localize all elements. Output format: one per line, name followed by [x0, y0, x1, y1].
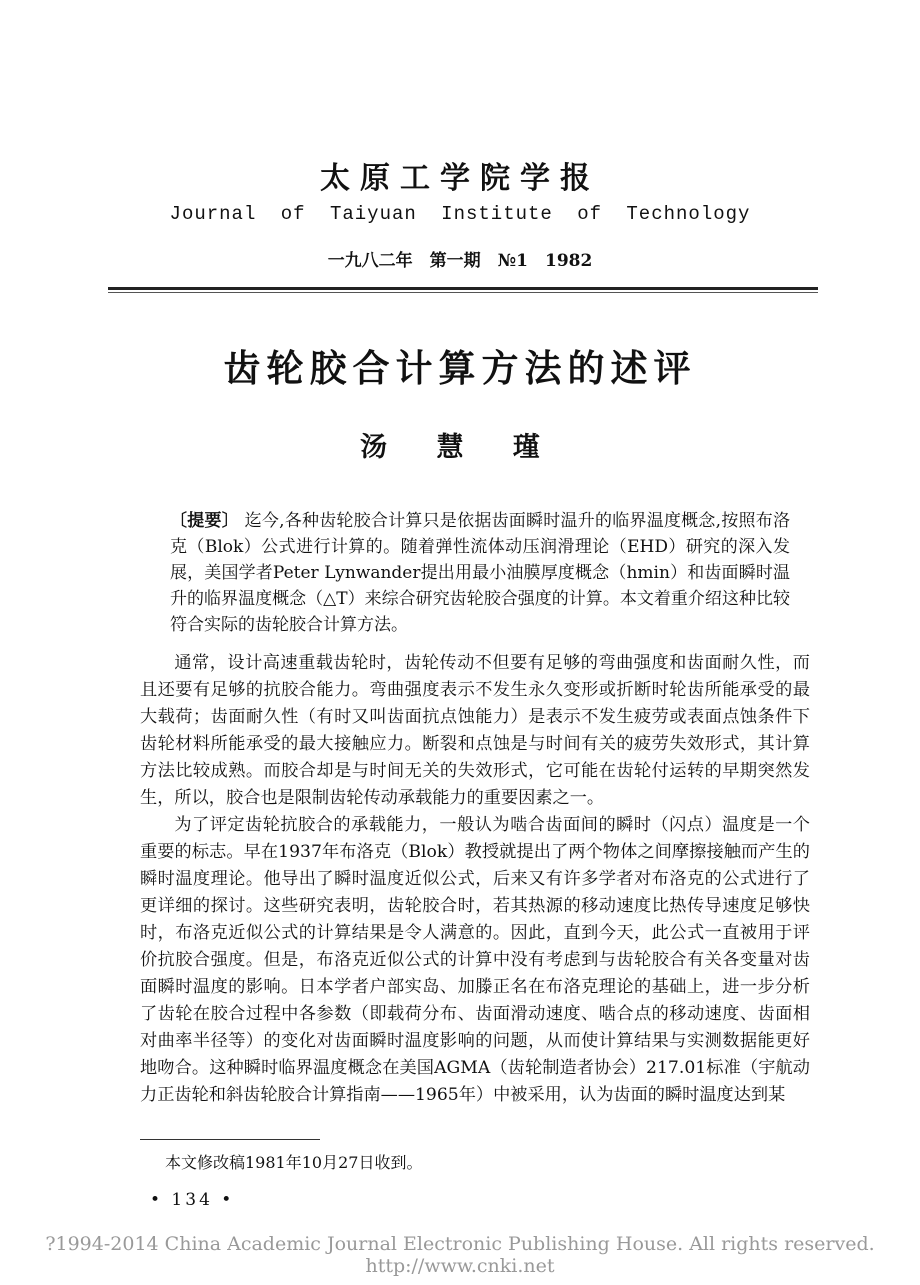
page-number: • 134 • [150, 1190, 235, 1210]
journal-title-en: Journal of Taiyuan Institute of Technology [169, 203, 751, 225]
body-text [140, 650, 810, 1109]
copyright-watermark: ?1994-2014 China Academic Journal Electronic Publishing House. All rights reserved. http://www.cnki.net [45, 1233, 875, 1277]
paragraph: 为了评定齿轮抗胶合的承载能力，一般认为啮合齿面间的瞬时（闪点）温度是一个重要的标志。早在1937年布洛克（Blok）教授就提出了两个物体之间摩擦接触而产生的瞬时温度理论。他导出了瞬时温度近似公式，后来又有许多学者对布洛克的公式进行了更详细的探讨。这些研究表明，齿轮胶合时，若其热源的移动速度比热传导速度足够快时，布洛克近似公式的计算结果是令人满意的。因此，直到今天，此公式一直被用于评价抗胶合强度。但是，布洛克近似公式的计算中没有考虑到与齿轮胶合有关各变量对齿面瞬时温度的影响。日本学者户部实岛、加滕正名在布洛克理论的基础上，进一步分析了齿轮在胶合过程中各参数（即载荷分布、齿面滑动速度、啮合点的移动速度、齿面相对曲率半径等）的变化对齿面瞬时温度影响的问题，从而使计算结果与实测数据能更好地吻合。这种瞬时临界温度概念在美国AGMA（齿轮制造者协会）217.01标准（宇航动力正齿轮和斜齿轮胶合计算指南——1965年）中被采用，认为齿面的瞬时温度达到某 [140, 815, 810, 1105]
article-title: 齿轮胶合计算方法的述评 [223, 346, 697, 390]
article-author: 汤 慧 瑾 [360, 432, 560, 463]
header-rule-thin [108, 292, 818, 293]
header-rule [108, 287, 818, 290]
footnote-rule [140, 1139, 320, 1140]
journal-title-cn: 太原工学院学报 [320, 161, 600, 196]
issue-line: 一九八二年 第一期 №1 1982 [327, 251, 593, 271]
paragraph: 通常，设计高速重载齿轮时，齿轮传动不但要有足够的弯曲强度和齿面耐久性，而且还要有足够的抗胶合能力。弯曲强度表示不发生永久变形或折断时轮齿所能承受的最大载荷；齿面耐久性（有时又叫齿面抗点蚀能力）是表示不发生疲劳或表面点蚀条件下齿轮材料所能承受的最大接触应力。断裂和点蚀是与时间有关的疲劳失效形式，其计算方法比较成熟。而胶合却是与时间无关的失效形式，它可能在齿轮付运转的早期突然发生，所以，胶合也是限制齿轮传动承载能力的重要因素之一。 [140, 653, 810, 808]
abstract [170, 508, 790, 638]
abstract-text: 迄今,各种齿轮胶合计算只是依据齿面瞬时温升的临界温度概念,按照布洛克（Blok）公式进行计算的。随着弹性流体动压润滑理论（EHD）研究的深入发展，美国学者Peter Lynwander提出用最小油膜厚度概念（hmin）和齿面瞬时温升的临界温度概念（△T）来综合研究齿轮胶合强度的计算。本文着重介绍这种比较符合实际的齿轮胶合计算方法。 [170, 511, 791, 635]
footnote: 本文修改稿1981年10月27日收到。 [165, 1153, 423, 1172]
abstract-label: 〔提要〕 [170, 511, 239, 531]
